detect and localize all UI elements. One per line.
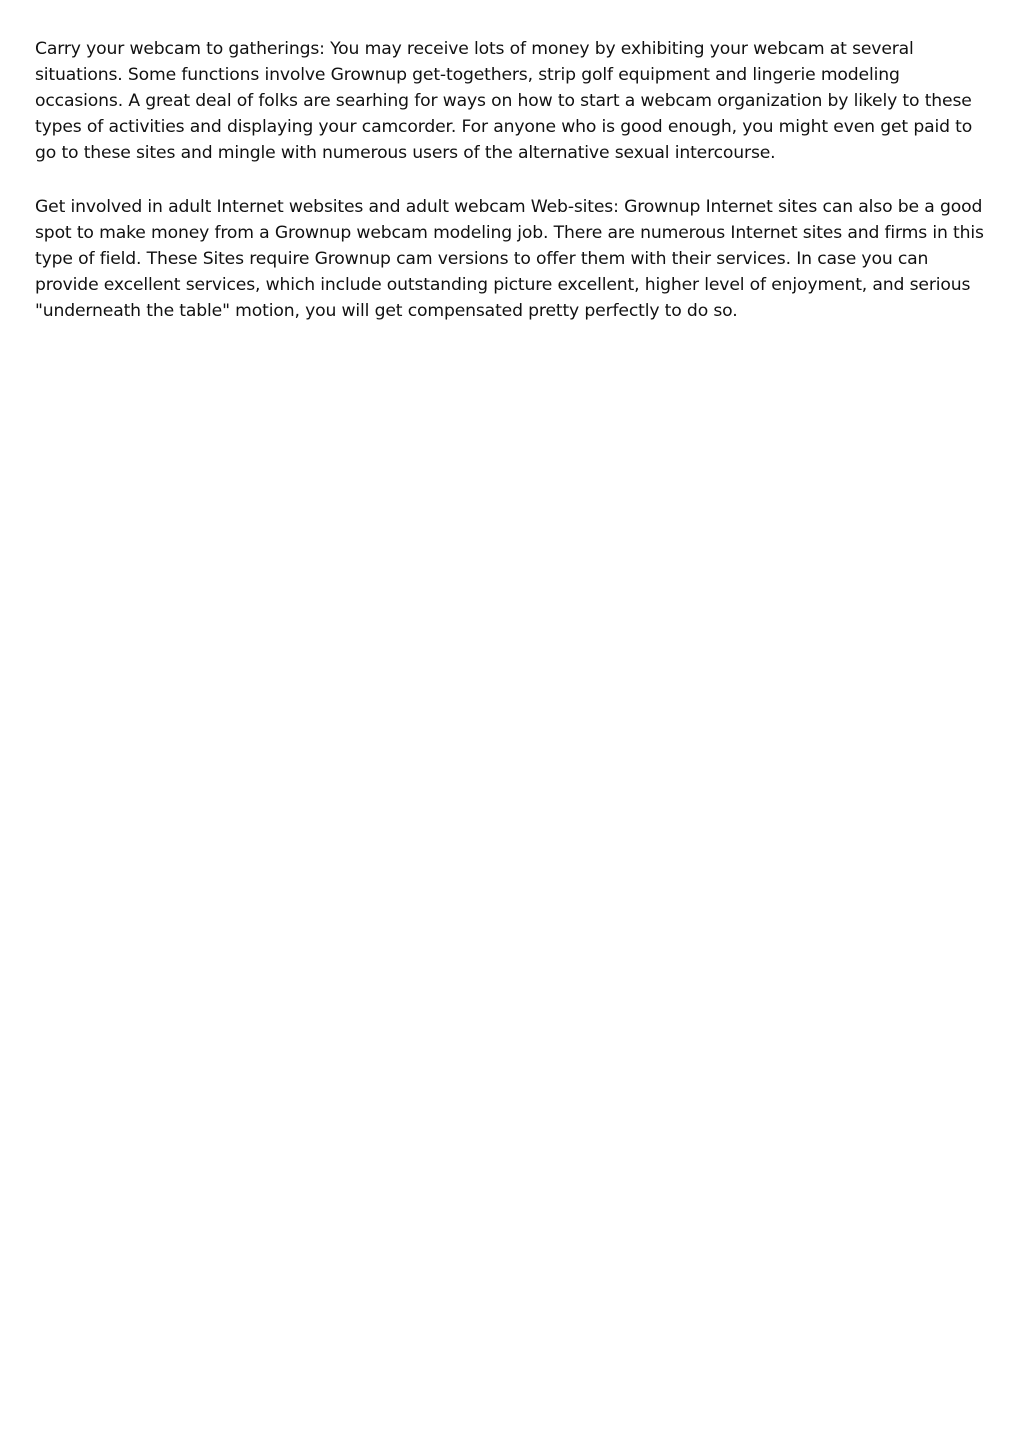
document-body (35, 36, 993, 352)
paragraph-1: Carry your webcam to gatherings: You may receive lots of money by exhibiting your webcam at several situations. Some functions involve Grownup get-togethers, strip golf equipment and lingerie modeling occasions. A great deal of folks are searhing for ways on how to start a webcam organization by likely to these types of activities and displaying your camcorder. For anyone who is good enough, you might even get paid to go to these sites and mingle with numerous users of the alternative sexual intercourse. (35, 39, 973, 163)
paragraph-2: Get involved in adult Internet websites and adult webcam Web-sites: Grownup Internet sites can also be a good spot to make money from a Grownup webcam modeling job. There are numerous Internet sites and firms in this type of field. These Sites require Grownup cam versions to offer them with their services. In case you can provide excellent services, which include outstanding picture excellent, higher level of enjoyment, and serious "underneath the table" motion, you will get compensated pretty perfectly to do so. (35, 197, 984, 321)
